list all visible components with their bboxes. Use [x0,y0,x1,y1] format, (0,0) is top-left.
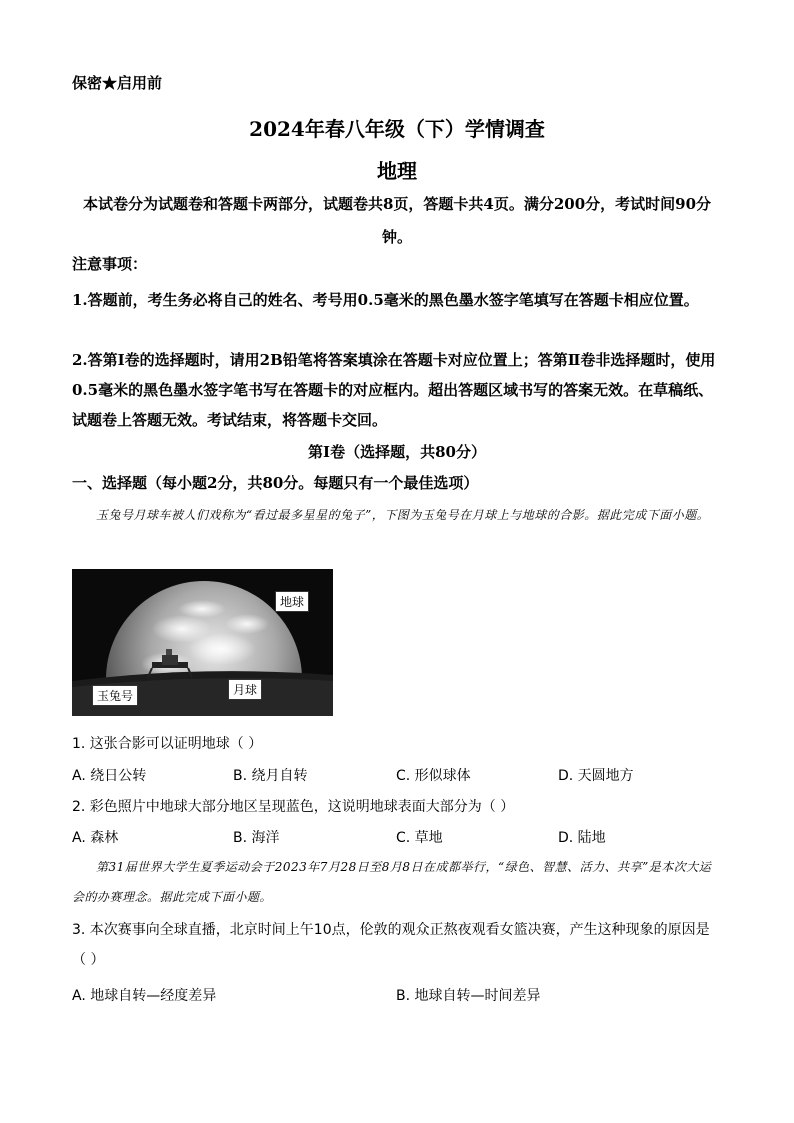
note-item-1: 1.答题前，考生务必将自己的姓名、考号用0.5毫米的黑色墨水签字笔填写在答题卡相应位置。 [72,291,699,309]
context-paragraph-2: 第31届世界大学生夏季运动会于2023年7月28日至8月8日在成都举行，“绿色、智慧、活力、共享”是本次大运会的办赛理念。据此完成下面小题。 [72,860,712,904]
part1-heading: 第Ⅰ卷（选择题，共80分） [308,443,486,461]
question-1-option-b: B. 绕月自转 [233,768,308,784]
label-moon: 月球 [228,679,262,700]
note-item-2: 2.答第Ⅰ卷的选择题时，请用2B铅笔将答案填涂在答题卡对应位置上；答第Ⅱ卷非选择题时，使用0.5毫米的黑色墨水签字笔书写在答题卡的对应框内。超出答题区域书写的答案无效。在草稿纸、试题卷上答题无效。考试结束，将答题卡交回。 [72,351,716,429]
secret-label: 保密★启用前 [72,74,163,92]
question-3-option-a: A. 地球自转—经度差异 [72,988,217,1004]
exam-intro: 本试卷分为试题卷和答题卡两部分，试题卷共8页，答题卡共4页。满分200分，考试时间90分钟。 [82,195,712,246]
question-2-option-a: A. 森林 [72,830,119,846]
context-paragraph-1: 玉兔号月球车被人们戏称为“看过最多星星的兔子”，下图为玉兔号在月球上与地球的合影。据此完成下面小题。 [96,508,710,522]
earth-moon-photo [72,569,333,716]
question-1-option-c: C. 形似球体 [396,768,471,784]
question-1-option-d: D. 天圆地方 [558,768,634,784]
exam-title: 2024年春八年级（下）学情调查 [249,117,545,141]
label-earth: 地球 [275,591,309,612]
notes-heading: 注意事项： [72,255,148,273]
question-2-option-b: B. 海洋 [233,830,280,846]
question-1-stem: 1. 这张合影可以证明地球（ ） [72,736,263,752]
question-1-option-a: A. 绕日公转 [72,768,147,784]
section1-heading: 一、选择题（每小题2分，共80分。每题只有一个最佳选项） [72,474,479,492]
question-3-option-b: B. 地球自转—时间差异 [396,988,541,1004]
question-2-option-c: C. 草地 [396,830,443,846]
question-2-stem: 2. 彩色照片中地球大部分地区呈现蓝色，这说明地球表面大部分为（ ） [72,799,515,815]
question-2-option-d: D. 陆地 [558,830,606,846]
question-3-stem: 3. 本次赛事向全球直播，北京时间上午10点，伦敦的观众正熬夜观看女篮决赛，产生这种现象的原因是（ ） [72,922,710,968]
subject-title: 地理 [377,159,417,183]
label-rover: 玉兔号 [92,685,138,706]
